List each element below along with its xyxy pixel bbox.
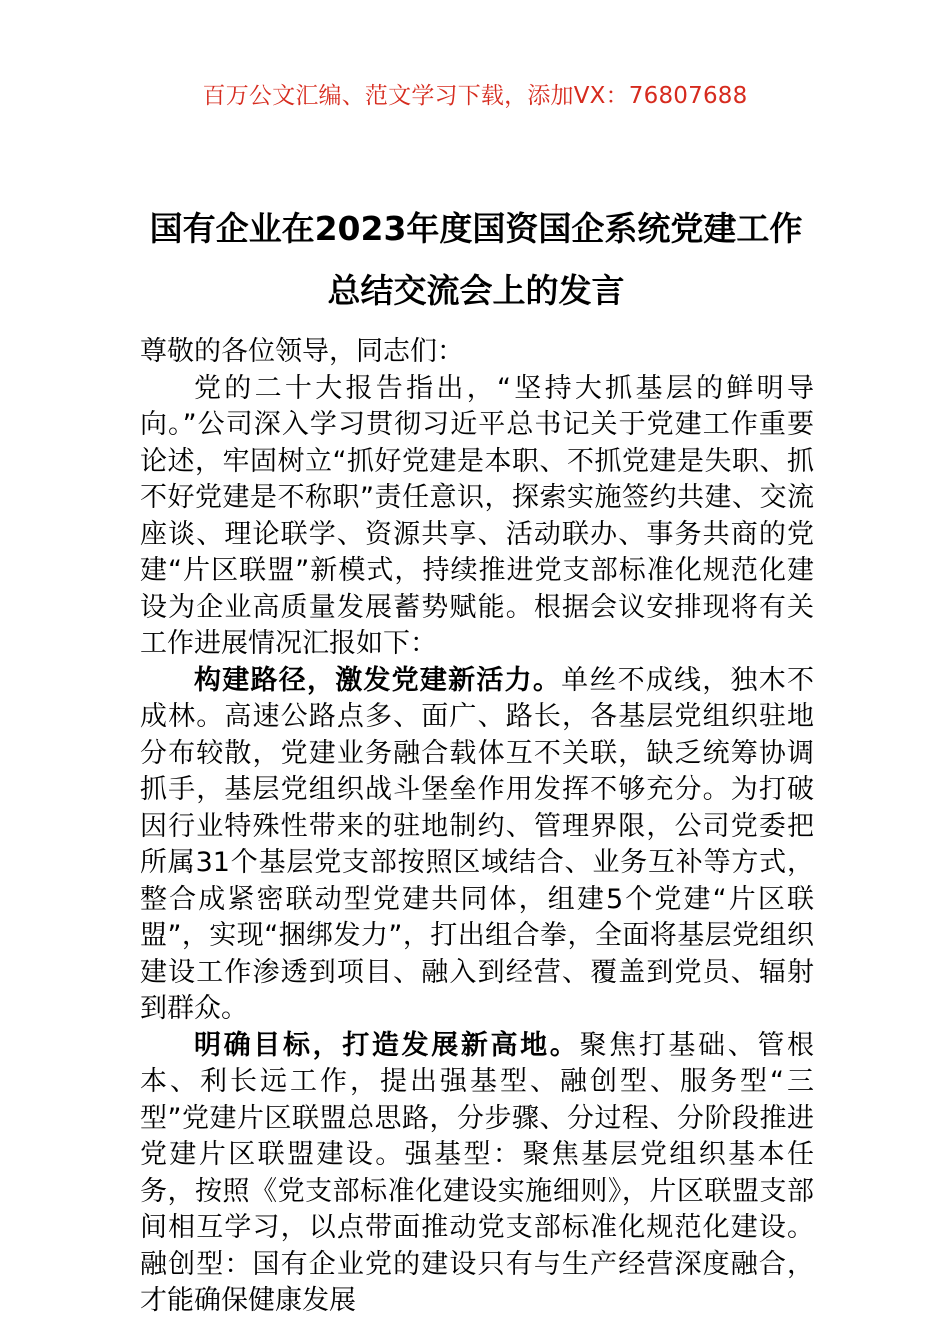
paragraph-lead: 明确目标，打造发展新高地。 [194,1029,580,1061]
paragraph [140,1028,814,1320]
paragraph [140,371,814,663]
salutation: 尊敬的各位领导，同志们： [140,336,464,367]
paragraph-text: 聚焦打基础、管根本、利长远工作，提出强基型、融创型、服务型“三型”党建片区联盟总思路，分步骤、分过程、分阶段推进党建片区联盟建设。强基型：聚焦基层党组织基本任务，按照《党支部标准化建设实施细则》，片区联盟支部间相互学习，以点带面推动党支部标准化规范化建设。融创型：国有企业党的建设只有与生产经营深度融合，才能确保健康发展 [140,1029,815,1316]
paragraph-text: 单丝不成线，独木不成林。高速公路点多、面广、路长，各基层党组织驻地分布较散，党建业务融合载体互不关联，缺乏统筹协调抓手，基层党组织战斗堡垒作用发挥不够充分。为打破因行业特殊性带来的驻地制约、管理界限，公司党委把所属31个基层党支部按照区域结合、业务互补等方式，整合成紧密联动型党建共同体，组建5个党建“片区联盟”，实现“捆绑发力”，打出组合拳，全面将基层党组织建设工作渗透到项目、融入到经营、覆盖到党员、辐射到群众。 [140,664,815,1024]
promo-banner: 百万公文汇编、范文学习下载，添加VX：76807688 [202,83,748,109]
paragraph [140,663,814,1028]
paragraph-lead: 构建路径，激发党建新活力。 [194,664,562,696]
paragraph-text: 党的二十大报告指出，“坚持大抓基层的鲜明导向。”公司深入学习贯彻习近平总书记关于党建工作重要论述，牢固树立“抓好党建是本职、不抓党建是失职、抓不好党建是不称职”责任意识，探索实施签约共建、交流座谈、理论联学、资源共享、活动联办、事务共商的党建“片区联盟”新模式，持续推进党支部标准化规范化建设为企业高质量发展蓄势赋能。根据会议安排现将有关工作进展情况汇报如下： [140,372,814,659]
document-body [140,334,814,1320]
page-title: 国有企业在2023年度国资国企系统党建工作总结交流会上的发言 [149,209,803,311]
